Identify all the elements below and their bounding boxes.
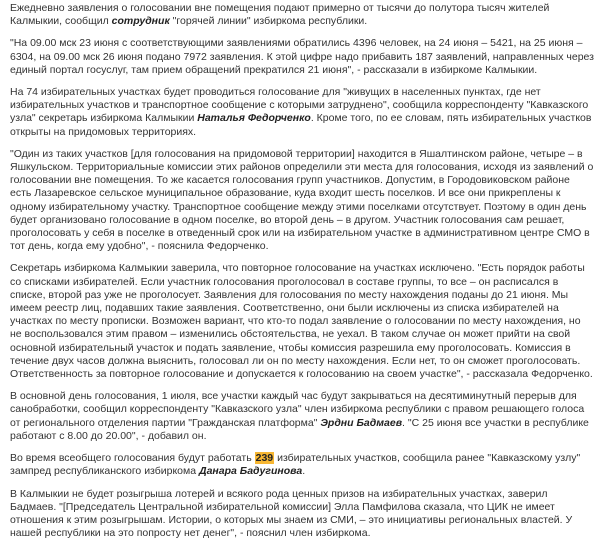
emphasis: сотрудник	[112, 15, 170, 27]
text: . "С 25 июня все участки в республике работают с 8.00 до 20.00", - добавил он.	[10, 417, 589, 442]
person-name: Эрдни Бадмаев	[320, 417, 402, 429]
text: избирательных участков, сообщила ранее "Кавказскому узлу" зампред республиканского избиркома	[10, 452, 580, 477]
text: В основной день голосования, 1 июля, все участки каждый час будут закрываться на десятиминутный перерыв для санобработки, сообщил корреспонденту "Кавказского узла" член избиркома республики с правом решающего голоса от регионального отделения партии "Гражданская платформа"	[10, 390, 584, 428]
paragraph-6	[10, 390, 594, 443]
text: "На 09.00 мск 23 июня с соответствующими заявлениями обратились 4396 человек, на 24 июня – 5421, на 25 июня – 6304, на 09.00 мск 26 июня подано 7972 заявления. К этой цифре надо прибавить 187 заявлений, направленных через единый портал госуслуг, там прием обращений прекратился 21 июня", - рассказали в избиркоме Калмыкии.	[10, 37, 594, 75]
text: Ежедневно заявления о голосовании вне помещения подают примерно от тысячи до полутора тысяч жителей Калмыкии, сообщил	[10, 2, 549, 27]
person-name: Наталья Федорченко	[197, 112, 311, 124]
text: .	[302, 465, 305, 477]
paragraph-1	[10, 2, 594, 28]
paragraph-5	[10, 262, 594, 381]
person-name: Данара Бадугинова	[199, 465, 302, 477]
paragraph-2	[10, 37, 594, 77]
text: Во время всеобщего голосования будут работать	[10, 452, 255, 464]
text: . Кроме того, по ее словам, пять избирательных участков открыты на придомовых территориях.	[10, 112, 591, 137]
highlighted-number: 239	[255, 452, 275, 464]
paragraph-7	[10, 452, 594, 478]
paragraph-8	[10, 488, 594, 540]
paragraph-3	[10, 86, 594, 139]
text: В Калмыкии не будет розыгрыша лотерей и всякого рода ценных призов на избирательных участках, заверил Бадмаев. "[Председатель Центральной избирательной комиссии] Элла Памфилова сказала, что ЦИК не имеет отношения к этим розыгрышам. Истории, о которых мы знаем из СМИ, – это инициативы региональных властей. У нашей республики на это попросту нет денег", - пояснил член избиркома.	[10, 488, 572, 540]
text: "Один из таких участков [для голосования на придомовой территории] находится в Яшалтинском районе, четыре – в Яшкульском. Территориальные комиссии этих районов определили эти места для голосования, исходя из заявлений о голосовании вне помещения. То же касается голосования групп участников. Допустим, в Городовиковском районе есть Лазаревское сельское муниципальное образование, куда входит шесть поселков. И все они прикреплены к одному избирательному участку. Транспортное сообщение между этими поселками отсутствует. Поэтому в один день будет организовано голосование в одном поселке, во второй день – в другом. Участник голосования сам решает, проголосовать у себя в поселке в отведенный срок или на избирательном участке в административном центре СМО в тот день, когда ему удобно", - пояснила Федорченко.	[10, 148, 593, 252]
text: "горячей линии" избиркома республики.	[170, 15, 367, 27]
paragraph-4	[10, 148, 594, 254]
text: На 74 избирательных участках будет проводиться голосование для "живущих в населенных пунктах, где нет избирательных участков и транспортное сообщение с которыми затруднено", сообщила корреспонденту "Кавказского узла" секретарь избиркома Калмыкии	[10, 86, 588, 124]
text: Секретарь избиркома Калмыкии заверила, что повторное голосование на участках исключено. "Есть порядок работы со списками избирателей. Если участник голосования проголосовал в составе группы, то все – он расписался в списке, второй раз уже не проголосует. Заявления для голосования по месту нахождения поданы до 21 июня. Мы имеем реестр лиц, подавших такие заявления. Соответственно, они были исключены из списка избирателей на участках по месту прописки. Возможен вариант, что кто-то подал заявление о голосовании по месту нахождения, но не воспользовался этим правом – изменились обстоятельства, не уехал. В таком случае он может прийти на свой основной избирательный участок и подать заявление, чтобы комиссия разрешила ему проголосовать. Комиссия в течение двух часов должна выяснить, голосовал ли он по месту нахождения. Если нет, то он сможет проголосовать. Ответственность за повторное голосование и допускается к голосованию на своем участке", - рассказала Федорченко.	[10, 262, 593, 380]
